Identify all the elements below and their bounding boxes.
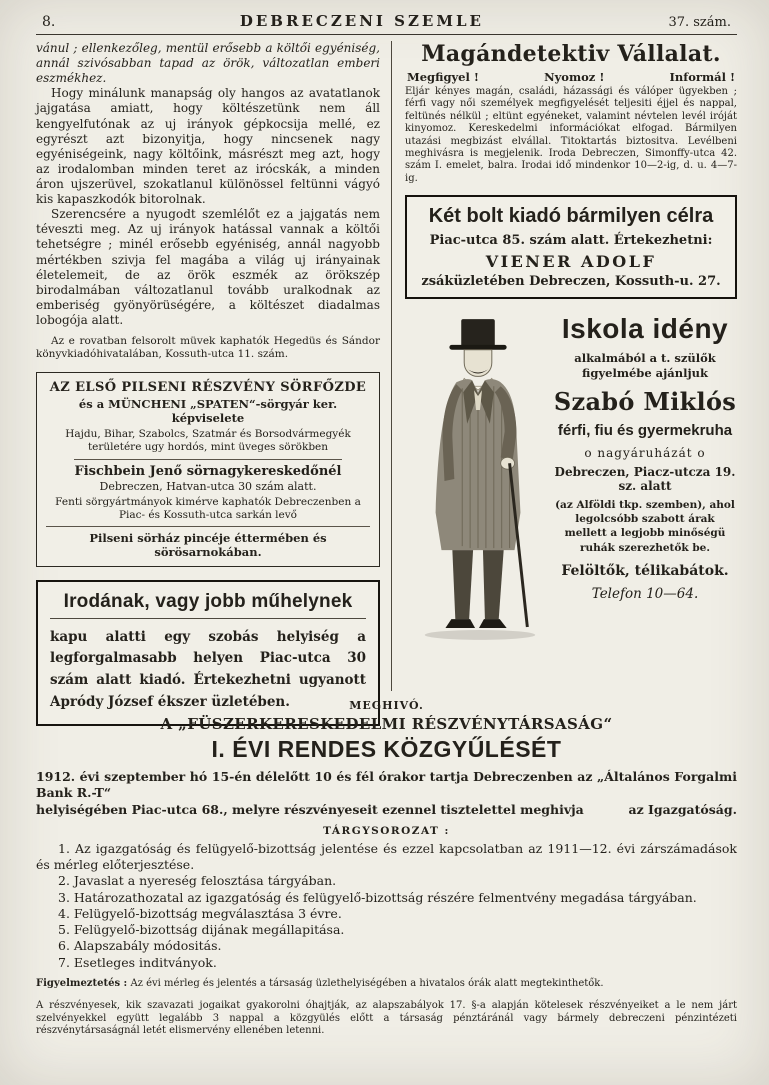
agenda-item: 5. Felügyelő-bizottság dijának megállapitása. — [58, 922, 345, 937]
detective-agency-ad — [405, 41, 737, 185]
shops-ad-headline: Két bolt kiadó bármilyen célra — [428, 205, 714, 228]
article-paragraph-continuation: vánul ; ellenkezőleg, mentül erősebb a költői egyéniség, annál szivósabban tapad az örök, változatlan emberi eszmékhez. — [36, 41, 380, 86]
office-ad-title: Irodának, vagy jobb műhelynek — [50, 591, 366, 619]
meeting-details-line2 — [36, 802, 737, 818]
detective-slogan-investigate: Nyomoz ! — [544, 70, 605, 84]
page-number: 8. — [42, 14, 56, 30]
agenda-item: 1. Az igazgatóság és felügyelő-bizottság jelentése és ezzel kapcsolatban az 1911—12. évi zárszámadások és mérleg előterjesztése. — [36, 840, 737, 872]
detective-slogan-inform: Informál ! — [669, 70, 735, 84]
newspaper-title: DEBRECZENI SZEMLE — [239, 12, 484, 30]
meeting-details-line1: 1912. évi szeptember hó 15-én délelőtt 10 és fél órakor tartja Debreczenben az „Általános Forgalmi Bank R.-T“ — [36, 769, 737, 801]
issue-number: 37. szám. — [668, 15, 731, 30]
pilsen-ad-address: Debreczen, Hatvan-utca 30 szám alatt. — [99, 479, 317, 493]
pilsen-ad-territory: Hajdu, Bihar, Szabolcs, Szatmár és Borsodvármegyék területére ugy hordós, mint üveges sörökben — [65, 428, 351, 454]
notice-label: Figyelmeztetés : — [36, 977, 128, 989]
pilsen-ad-subline: és a MÜNCHENI „SPATEN“-sörgyár ker. képviselete — [78, 397, 338, 426]
agenda-item: 2. Javaslat a nyereség felosztása tárgyában. — [58, 873, 337, 889]
agenda-list — [36, 841, 737, 971]
meeting-invitation — [36, 699, 737, 1038]
notice-text: Az évi mérleg és jelentés a társaság üzlethelyiségében a hivatalos órák alatt megtekinthetők. — [130, 977, 604, 989]
office-ad-body: kapu alatti egy szobás helyiség a legforgalmasabb helyen Piac-utca 30 szám alatt kiadó. Értekezhetni ugyanott Apródy József ékszer üzletében. — [50, 628, 366, 710]
article-paragraph: Szerencsére a nyugodt szemlélőt ez a jajgatás nem téveszti meg. Az uj irányok hatással vannak a költői tehetségre ; minél erősebb egyéniség, annál nagyobb mértékben szivja fel magába a világ uj irányainak életelemeit, de az örök eszmék az örökszép birodalmában változatlanul tovább uralkodnak az emberiség gyönyörüségére, a költészet diadalmas lobogója alatt. — [36, 207, 380, 327]
right-column — [392, 41, 737, 691]
clothing-ad-store: o nagyáruházát o — [584, 446, 706, 460]
pilsen-ad-tavern: Pilseni sörház pincéje éttermében és sörösarnokában. — [46, 526, 370, 559]
gentleman-illustration — [405, 311, 553, 655]
signature: az Igazgatóság. — [628, 801, 737, 817]
shops-ad-address: Piac-utca 85. szám alatt. Értekezhetni: — [429, 233, 713, 249]
clothing-ad-lead: alkalmából a t. szülők figyelmébe ajánljuk — [574, 351, 716, 381]
shops-rental-ad — [405, 195, 737, 299]
shops-ad-contact-name: VIENER ADOLF — [485, 252, 657, 272]
company-name: A „FÜSZERKERESKEDELMI RÉSZVÉNYTÁRSASÁG“ — [160, 715, 613, 733]
pilsen-brewery-ad — [36, 372, 380, 567]
office-rental-ad — [36, 580, 380, 726]
invitation-label: MEGHIVÓ. — [349, 699, 424, 712]
clothing-ad-category: férfi, fiu és gyermekruha — [557, 422, 733, 439]
detective-ad-body: Eljár kényes magán, családi, házassági és válóper ügyekben ; férfi vagy női személyek megfigyelését teljesiti éjjel és nappal, feltünés nélkül ; eltünt egyéneket, valamint névtelen levél iróját kinyomoz. Kereskedelmi információkat elfogad. Bármilyen utazási megbizást elvállal. Titoktartás biztositva. Levélbeni meghivásra is megjelenik. Iroda Debreczen, Simonffy-utca 42. szám I. emelet, balra. Irodai idő mindenkor 10—2-ig, d. u. 4—7-ig. — [405, 86, 737, 184]
clothing-ad-details: (az Alföldi tkp. szemben), ahol legolcsóbb szabott árak mellett a legjobb minőségü ruhák szerezhetők be. — [555, 499, 735, 554]
page-header — [36, 10, 737, 35]
pilsen-ad-headline: AZ ELSŐ PILSENI RÉSZVÉNY SÖRFŐZDE — [49, 380, 367, 396]
agenda-item: 4. Felügyelő-bizottság megválasztása 3 évre. — [58, 905, 342, 921]
agenda-title: TÁRGYSOROZAT : — [323, 824, 450, 837]
detective-ad-slogans — [407, 70, 735, 84]
notice-paragraph — [36, 978, 737, 991]
clothing-ad-owner-name: Szabó Miklós — [553, 387, 737, 416]
clothing-ad-phone: Telefon 10—64. — [591, 585, 699, 602]
agenda-item: 7. Esetleges inditványok. — [58, 954, 217, 970]
shops-ad-contact-address: zsáküzletében Debreczen, Kossuth-u. 27. — [421, 274, 721, 290]
gentleman-drawing — [405, 311, 553, 651]
clothing-store-ad — [405, 311, 737, 655]
agenda-item: 6. Alapszabály módositás. — [58, 938, 222, 954]
meeting-title: I. ÉVI RENDES KÖZGYŰLÉSÉT — [211, 736, 562, 762]
pilsen-ad-merchant: Fischbein Jenő sörnagykereskedőnél — [74, 463, 342, 479]
clothing-ad-title: Iskola idény — [561, 313, 729, 345]
clothing-ad-address: Debreczen, Piacz-utcza 19. sz. alatt — [554, 465, 736, 493]
meeting-details-text: helyiségében Piac-utca 68., melyre részvényeseit ezennel tisztelettel meghivja — [36, 801, 584, 817]
article-paragraph: Hogy minálunk manapság oly hangos az avatatlanok jajgatása amiatt, hogy költészetünk nem áll kengyelfutónak az uj irányok gépkocsija mellé, ez egyrészt azt bizonyitja, hogy nincsenek nagy egyéniségeink, nagy költőink, másrészt meg azt, hogy az irodalomban minden teret az irócskák, a minden áron ujszerüvel, szokatlanul különössel feltünni vágyó kis kapaszkodók bitorolnak. — [36, 86, 380, 207]
divider-rule — [74, 459, 342, 460]
agenda-item: 3. Határozathozatal az igazgatóság és felügyelő-bizottság részére felmentvény megadása tárgyában. — [58, 889, 697, 905]
clothing-ad-text — [553, 311, 737, 655]
clothing-ad-products: Felöltők, télikabátok. — [561, 562, 729, 579]
detective-ad-title: Magándetektiv Vállalat. — [421, 41, 721, 67]
pilsen-ad-note: Fenti sörgyártmányok kimérve kaphatók Debreczenben a Piac- és Kossuth-utca sarkán levő — [55, 495, 361, 521]
article-footnote: Az e rovatban felsorolt müvek kaphatók Hegedüs és Sándor könyvkiadóhivatalában, Kossuth-utca 11. szám. — [36, 335, 380, 361]
shareholder-notice: A részvényesek, kik szavazati jogaikat gyakorolni óhajtják, az alapszabályok 17. §-a alapján kötelesek részvényeiket a le nem járt szelvényekkel együtt legalább 3 nappal a közgyülés előtt a társaság pénztáránál vagy bármely debreczeni pénzintézeti részvénytársaságnál letét elismervény ellenében letenni. — [36, 1000, 737, 1037]
detective-slogan-watch: Megfigyel ! — [407, 70, 479, 84]
left-column — [36, 41, 392, 710]
